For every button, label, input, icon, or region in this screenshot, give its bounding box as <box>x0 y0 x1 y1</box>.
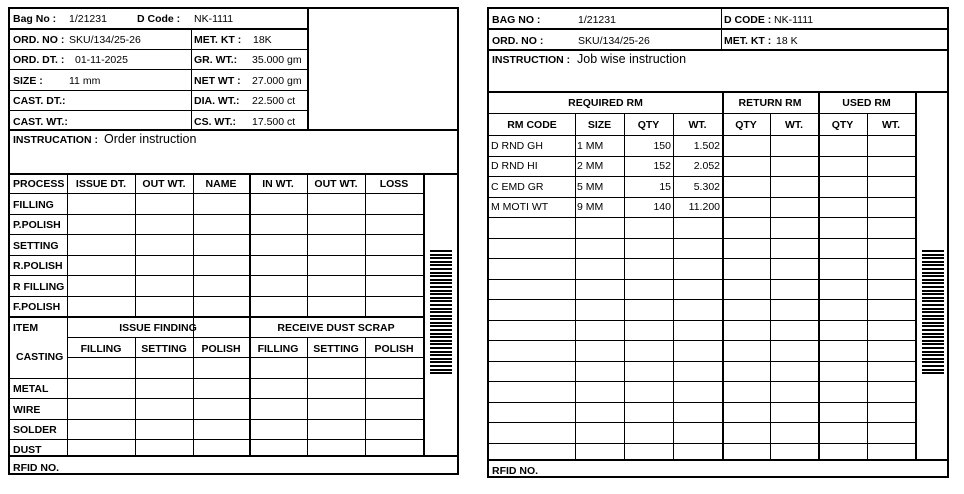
issue-finding-header: ISSUE FINDING <box>119 322 197 334</box>
ord-no-value: SKU/134/25-26 <box>69 34 141 46</box>
sub-setting-1: SETTING <box>141 343 187 355</box>
r-instruction-text: Job wise instruction <box>577 52 687 66</box>
process-filling: FILLING <box>13 199 54 211</box>
dia-wt-value: 22.500 ct <box>252 95 296 107</box>
ord-dt-value: 01-11-2025 <box>75 54 128 66</box>
barcode-icon <box>430 250 452 376</box>
rm-code-cell: D RND GH <box>491 140 543 152</box>
rm-wt-cell: 5.302 <box>693 181 720 193</box>
ord-no-label: ORD. NO : <box>13 34 65 46</box>
rm-size-cell: 5 MM <box>577 181 604 193</box>
size-value: 11 mm <box>69 75 101 87</box>
gr-wt-label: GR. WT.: <box>194 54 238 66</box>
r-instruction-label: INSTRUCTION : <box>492 54 571 66</box>
required-rm-header: REQUIRED RM <box>568 97 643 109</box>
r-ord-no-label: ORD. NO : <box>492 35 544 47</box>
instruction-text: Order instruction <box>104 132 197 146</box>
net-wt-label: NET WT : <box>194 75 241 87</box>
process-r-polish: R.POLISH <box>13 260 63 272</box>
process-header: PROCESS <box>13 178 65 190</box>
rm-qty-cell: 15 <box>659 181 671 193</box>
r-met-kt-label: MET. KT : <box>724 35 772 47</box>
rm-size-cell: 2 MM <box>577 160 604 172</box>
cast-wt-label: CAST. WT.: <box>13 116 68 128</box>
sub-setting-2: SETTING <box>313 343 359 355</box>
size-header: SIZE <box>587 119 612 131</box>
name-header: NAME <box>205 178 237 190</box>
r-bag-no-label: BAG NO : <box>492 14 541 26</box>
bag-card-right <box>487 7 949 478</box>
rm-code-cell: C EMD GR <box>491 181 544 193</box>
rm-wt-cell: 2.052 <box>693 160 720 172</box>
item-dust: DUST <box>13 444 42 456</box>
rm-size-cell: 9 MM <box>577 201 604 213</box>
sub-polish-1: POLISH <box>201 343 241 355</box>
rm-code-header: RM CODE <box>507 119 557 131</box>
bag-no-value: 1/21231 <box>69 13 107 25</box>
ret-wt-header: WT. <box>784 119 804 131</box>
cs-wt-label: CS. WT.: <box>194 116 236 128</box>
net-wt-value: 27.000 gm <box>252 75 302 87</box>
sub-filling-1: FILLING <box>80 343 122 355</box>
process-setting: SETTING <box>13 240 59 252</box>
sub-polish-2: POLISH <box>374 343 414 355</box>
rm-code-cell: M MOTI WT <box>491 201 549 213</box>
r-ord-no-value: SKU/134/25-26 <box>578 35 650 47</box>
size-label: SIZE : <box>13 75 43 87</box>
rm-qty-cell: 150 <box>653 140 671 152</box>
item-solder: SOLDER <box>13 424 57 436</box>
r-met-kt-value: 18 K <box>776 35 798 47</box>
rm-wt-cell: 11.200 <box>688 201 720 213</box>
item-header: ITEM <box>13 322 39 334</box>
req-wt-header: WT. <box>688 119 707 131</box>
bag-no-label: Bag No : <box>13 13 57 25</box>
rm-code-cell: D RND HI <box>491 160 538 172</box>
return-rm-header: RETURN RM <box>738 97 802 109</box>
r-d-code-value: NK-1111 <box>774 14 814 26</box>
out-wt-2-header: OUT WT. <box>314 178 358 190</box>
dia-wt-label: DIA. WT.: <box>194 95 240 107</box>
r-bag-no-value: 1/21231 <box>578 14 616 26</box>
cs-wt-value: 17.500 ct <box>252 116 296 128</box>
used-wt-header: WT. <box>881 119 901 131</box>
met-kt-value: 18K <box>253 34 272 46</box>
instruction-label: INSTRUCATION : <box>13 134 98 146</box>
loss-header: LOSS <box>379 178 409 190</box>
issue-dt-header: ISSUE DT. <box>75 178 127 190</box>
r-rfid-label: RFID NO. <box>492 465 539 477</box>
req-qty-header: QTY <box>637 119 660 131</box>
used-qty-header: QTY <box>831 119 854 131</box>
d-code-value: NK-1111 <box>194 13 234 25</box>
process-f-polish: F.POLISH <box>13 301 61 313</box>
met-kt-label: MET. KT : <box>194 34 242 46</box>
in-wt-header: IN WT. <box>262 178 294 190</box>
item-casting: CASTING <box>16 351 64 363</box>
rm-size-cell: 1 MM <box>577 140 604 152</box>
rm-qty-cell: 152 <box>653 160 671 172</box>
rm-qty-cell: 140 <box>653 201 671 213</box>
barcode-icon <box>922 250 944 376</box>
bag-card-left <box>8 7 459 475</box>
r-d-code-label: D CODE : <box>724 14 772 26</box>
process-r-filling: R FILLING <box>13 281 65 293</box>
item-metal: METAL <box>13 383 49 395</box>
rm-wt-cell: 1.502 <box>693 140 720 152</box>
out-wt-header: OUT WT. <box>142 178 186 190</box>
rfid-label: RFID NO. <box>13 462 60 474</box>
item-wire: WIRE <box>13 404 41 416</box>
cast-dt-label: CAST. DT.: <box>13 95 66 107</box>
process-p-polish: P.POLISH <box>13 219 61 231</box>
ord-dt-label: ORD. DT. : <box>13 54 65 66</box>
receive-dust-scrap-header: RECEIVE DUST SCRAP <box>277 322 395 334</box>
sub-filling-2: FILLING <box>257 343 299 355</box>
gr-wt-value: 35.000 gm <box>252 54 302 66</box>
d-code-label: D Code : <box>137 13 181 25</box>
ret-qty-header: QTY <box>735 119 757 131</box>
used-rm-header: USED RM <box>842 97 891 109</box>
